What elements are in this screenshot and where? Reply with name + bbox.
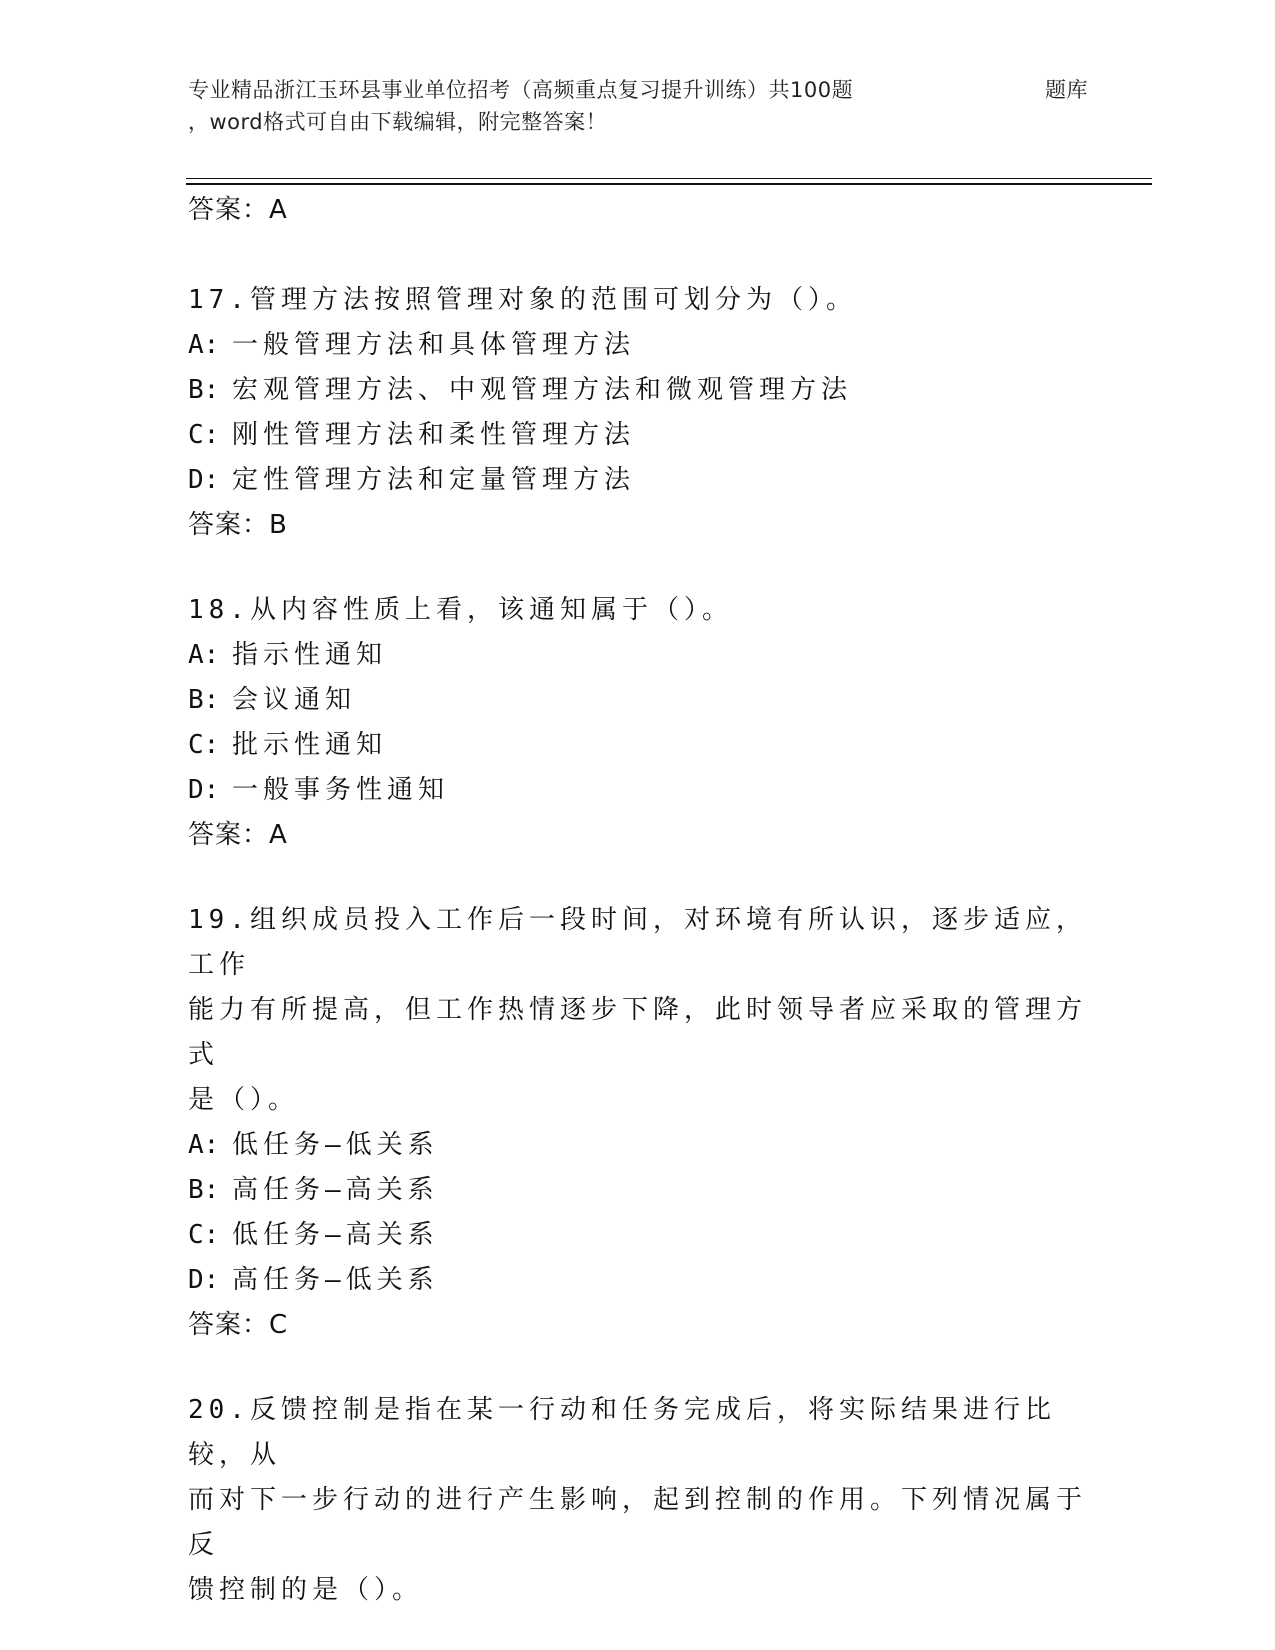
option-text: 指示性通知 xyxy=(232,640,388,670)
option-key: C: xyxy=(188,420,220,450)
document-body xyxy=(188,190,1088,1613)
option-text: 高任务—高关系 xyxy=(232,1175,439,1205)
option-key: A: xyxy=(188,330,220,360)
question-18-option-d xyxy=(188,768,1088,813)
header-title: 专业精品浙江玉环县事业单位招考（高频重点复习提升训练）共100题 xyxy=(188,78,854,102)
header-title-line xyxy=(188,74,1088,106)
option-text: 低任务—低关系 xyxy=(232,1130,439,1160)
option-key: C: xyxy=(188,730,220,760)
answer-q17: 答案：B xyxy=(188,510,288,540)
question-17-option-a xyxy=(188,323,1088,368)
option-key: B: xyxy=(188,375,220,405)
page-header xyxy=(188,74,1088,138)
question-20-text-line-2: 而对下一步行动的进行产生影响，起到控制的作用。下列情况属于反 xyxy=(188,1485,1088,1560)
question-19-text-line-1: 19.组织成员投入工作后一段时间，对环境有所认识，逐步适应，工作 xyxy=(188,905,1087,980)
question-18-option-b xyxy=(188,678,1088,723)
option-key: D: xyxy=(188,465,220,495)
header-category: 题库 xyxy=(1045,78,1088,102)
question-17-option-d xyxy=(188,458,1088,503)
option-text: 刚性管理方法和柔性管理方法 xyxy=(232,420,636,450)
question-18 xyxy=(188,588,1088,858)
question-19-option-c xyxy=(188,1213,1088,1258)
option-text: 一般管理方法和具体管理方法 xyxy=(232,330,636,360)
question-18-option-c xyxy=(188,723,1088,768)
question-18-text: 18.从内容性质上看，该通知属于（）。 xyxy=(188,595,733,625)
option-text: 高任务—低关系 xyxy=(232,1265,439,1295)
question-19 xyxy=(188,898,1088,1348)
option-text: 批示性通知 xyxy=(232,730,388,760)
option-text: 宏观管理方法、中观管理方法和微观管理方法 xyxy=(232,375,853,405)
answer-q19: 答案：C xyxy=(188,1310,289,1340)
question-20-text-line-1: 20.反馈控制是指在某一行动和任务完成后，将实际结果进行比较，从 xyxy=(188,1395,1056,1470)
question-19-text-line-3: 是（）。 xyxy=(188,1085,300,1115)
option-key: B: xyxy=(188,1175,220,1205)
question-18-option-a xyxy=(188,633,1088,678)
option-text: 会议通知 xyxy=(232,685,357,715)
question-19-option-b xyxy=(188,1168,1088,1213)
question-19-option-d xyxy=(188,1258,1088,1303)
question-17 xyxy=(188,278,1088,548)
option-text: 定性管理方法和定量管理方法 xyxy=(232,465,636,495)
option-text: 低任务—高关系 xyxy=(232,1220,439,1250)
option-key: C: xyxy=(188,1220,220,1250)
option-key: A: xyxy=(188,1130,220,1160)
question-19-option-a xyxy=(188,1123,1088,1168)
header-rule-thin xyxy=(186,178,1152,179)
header-rule-thick xyxy=(186,183,1152,185)
question-17-option-b xyxy=(188,368,1088,413)
question-17-option-c xyxy=(188,413,1088,458)
option-text: 一般事务性通知 xyxy=(232,775,450,805)
question-20-text-line-3: 馈控制的是（）。 xyxy=(188,1575,424,1605)
question-17-text: 17.管理方法按照管理对象的范围可划分为（）。 xyxy=(188,285,857,315)
question-19-text-line-2: 能力有所提高，但工作热情逐步下降，此时领导者应采取的管理方式 xyxy=(188,995,1088,1070)
option-key: D: xyxy=(188,1265,220,1295)
option-key: D: xyxy=(188,775,220,805)
option-key: A: xyxy=(188,640,220,670)
option-key: B: xyxy=(188,685,220,715)
question-20 xyxy=(188,1388,1088,1613)
answer-q18: 答案：A xyxy=(188,820,288,850)
header-subtitle: ，word格式可自由下载编辑，附完整答案！ xyxy=(188,110,608,134)
answer-q16: 答案：A xyxy=(188,195,288,225)
